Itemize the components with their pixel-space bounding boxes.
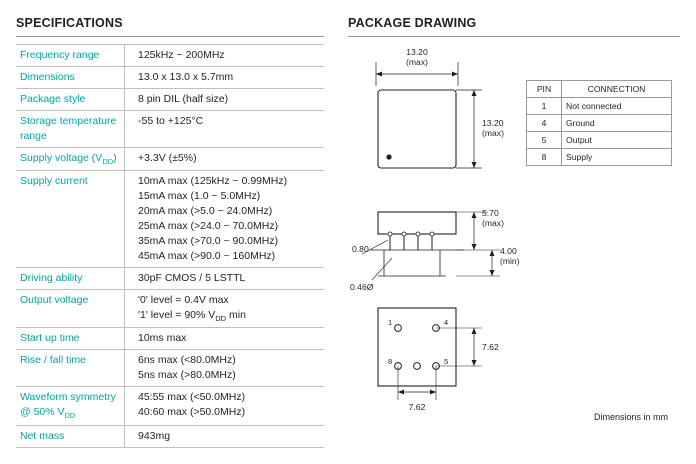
connection-header: CONNECTION (562, 81, 672, 98)
spec-label: Frequency range (20, 49, 100, 61)
table-row (16, 88, 324, 110)
table-header-row (527, 81, 672, 98)
table-row (16, 328, 324, 350)
dim-pin-span-right: 7.62 (482, 342, 499, 352)
pin-number: 4 (527, 115, 562, 132)
spec-label: Package style (20, 92, 86, 105)
table-row (16, 425, 324, 447)
package-drawing-divider (348, 36, 680, 37)
spec-label: Waveform symmetry @ 50% $V_{DD}$ (20, 390, 116, 420)
table-row (16, 289, 324, 328)
package-drawing-area (348, 44, 686, 454)
subscript-dd: DD (64, 410, 76, 420)
dim-lead-pitch: 0.80 (352, 244, 369, 254)
spec-value-multiline (134, 350, 324, 387)
dim-lead-dia: 0.46Ø (350, 282, 374, 292)
spec-value-line: 5ns max (>80.0MHz) (138, 369, 236, 382)
dim-side-height-value: 5.70 (482, 208, 499, 218)
pin-connection-table (526, 80, 672, 166)
table-row (16, 66, 324, 88)
units-note: Dimensions in mm (593, 412, 668, 422)
pin-header: PIN (527, 81, 562, 98)
spec-value: 13.0 x 13.0 x 5.7mm (138, 70, 234, 83)
pin-number: 8 (527, 149, 562, 166)
spec-value-line: '1' level = 90% $V_{DD}$ min (138, 308, 246, 323)
spec-label: Dimensions (20, 70, 75, 83)
spec-value: +3.3V (±5%) (138, 151, 197, 164)
table-row (16, 386, 324, 425)
pin-connection: Not connected (562, 98, 672, 115)
spec-value-line: 35mA max (>70.0 ~ 90.0MHz) (138, 234, 279, 247)
spec-value: -55 to +125°C (138, 114, 204, 127)
subscript-dd: DD (215, 313, 227, 323)
table-row (527, 149, 672, 166)
spec-value-line: 6ns max (<80.0MHz) (138, 354, 236, 367)
pin-number-1: 1 (388, 318, 393, 327)
spec-value-line: 40:60 max (>50.0MHz) (138, 405, 246, 418)
spec-value-multiline (134, 289, 324, 328)
dim-top-width-note: (max) (406, 57, 428, 67)
specifications-table (16, 44, 324, 448)
pin-connection: Supply (562, 149, 672, 166)
spec-value: 30pF CMOS / 5 LSTTL (138, 271, 246, 284)
dim-top-height-value: 13.20 (482, 118, 504, 128)
pin-number: 5 (527, 132, 562, 149)
spec-label: Rise / fall time (20, 354, 86, 367)
pin-connection: Ground (562, 115, 672, 132)
dim-top-height-note: (max) (482, 128, 504, 138)
pin-connection: Output (562, 132, 672, 149)
spec-value-line: 10mA max (125kHz ~ 0.99MHz) (138, 175, 288, 188)
spec-value-multiline (134, 386, 324, 425)
spec-value-line: 45:55 max (<50.0MHz) (138, 390, 246, 403)
pin-number-5: 5 (444, 357, 449, 366)
spec-label: Start up time (20, 332, 80, 345)
table-row (527, 98, 672, 115)
dim-side-height2-value: 4.00 (500, 246, 517, 256)
table-row (16, 350, 324, 387)
table-row (16, 171, 324, 267)
dim-side-height2-note: (min) (500, 256, 520, 266)
dim-top-width-value: 13.20 (406, 47, 428, 57)
subscript-dd: DD (102, 156, 114, 166)
spec-value: 10ms max (138, 332, 187, 345)
spec-value-multiline (134, 171, 324, 267)
table-row (16, 147, 324, 171)
spec-value-line: 20mA max (>5.0 ~ 24.0MHz) (138, 205, 273, 218)
dim-side-height-note: (max) (482, 218, 504, 228)
table-row (16, 267, 324, 289)
table-row (527, 132, 672, 149)
spec-value: 943mg (138, 429, 171, 442)
specifications-column-divider (124, 44, 125, 448)
specifications-heading: SPECIFICATIONS (16, 16, 123, 30)
specifications-divider (16, 36, 324, 37)
spec-label: Output voltage (20, 293, 89, 306)
table-row (16, 110, 324, 147)
pin-number-8: 8 (388, 357, 393, 366)
spec-value-line: 45mA max (>90.0 ~ 160MHz) (138, 249, 276, 262)
spec-label: Storage temperature range (20, 114, 117, 142)
spec-label: Net mass (20, 429, 65, 442)
pin-number-4: 4 (444, 318, 449, 327)
table-row (16, 45, 324, 67)
spec-label: Supply current (20, 175, 88, 188)
spec-label: Driving ability (20, 271, 83, 284)
spec-value: 125kHz ~ 200MHz (138, 49, 225, 61)
spec-value-line: 25mA max (>24.0 ~ 70.0MHz) (138, 219, 279, 232)
dim-pin-span-bottom: 7.62 (408, 402, 426, 412)
spec-value-line: 15mA max (1.0 ~ 5.0MHz) (138, 190, 261, 203)
pin-number: 1 (527, 98, 562, 115)
package-drawing-heading: PACKAGE DRAWING (348, 16, 477, 30)
table-row (527, 115, 672, 132)
spec-value-line: '0' level = 0.4V max (138, 293, 229, 306)
spec-value: 8 pin DIL (half size) (138, 92, 229, 105)
spec-label: Supply voltage $(V_{DD})$ (20, 151, 117, 166)
